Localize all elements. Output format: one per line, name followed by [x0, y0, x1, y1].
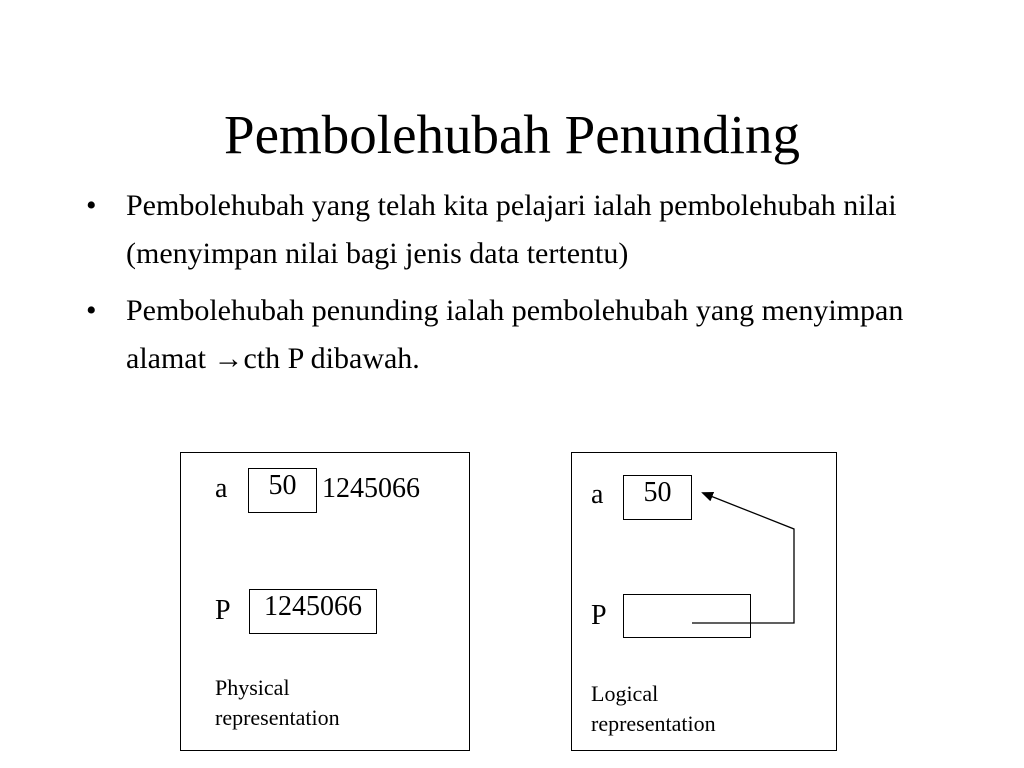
var-p-cell: 1245066: [249, 589, 377, 634]
bullet-item: [86, 287, 986, 383]
logical-caption: [591, 679, 716, 739]
bullet-item: [86, 182, 986, 278]
caption-line: representation: [591, 711, 716, 736]
physical-caption: [215, 673, 340, 733]
logical-representation-panel: [571, 452, 837, 751]
var-p-label: P: [591, 600, 607, 631]
pointer-line: [692, 493, 794, 623]
var-a-cell: 50: [623, 475, 692, 520]
var-a-address: 1245066: [322, 473, 420, 504]
var-a-label: a: [591, 479, 604, 510]
var-a-label: a: [215, 473, 228, 504]
bullet-text-tail: cth P dibawah.: [243, 342, 420, 375]
physical-representation-panel: [180, 452, 470, 751]
caption-line: representation: [215, 705, 340, 730]
bullet-dot-icon: •: [86, 294, 97, 327]
bullet-text: Pembolehubah penunding ialah pembolehubah yang menyimpan alamat: [126, 294, 904, 375]
caption-line: Physical: [215, 675, 290, 700]
slide-title: Pembolehubah Penunding: [224, 104, 800, 165]
bullet-dot-icon: •: [86, 189, 97, 222]
bullet-text: Pembolehubah yang telah kita pelajari ialah pembolehubah nilai (menyimpan nilai bagi jenis data tertentu): [126, 189, 897, 270]
var-a-cell: 50: [248, 468, 317, 513]
caption-line: Logical: [591, 681, 659, 706]
var-p-label: P: [215, 595, 231, 626]
bullet-list: [86, 182, 986, 392]
right-arrow-icon: →: [213, 342, 244, 375]
